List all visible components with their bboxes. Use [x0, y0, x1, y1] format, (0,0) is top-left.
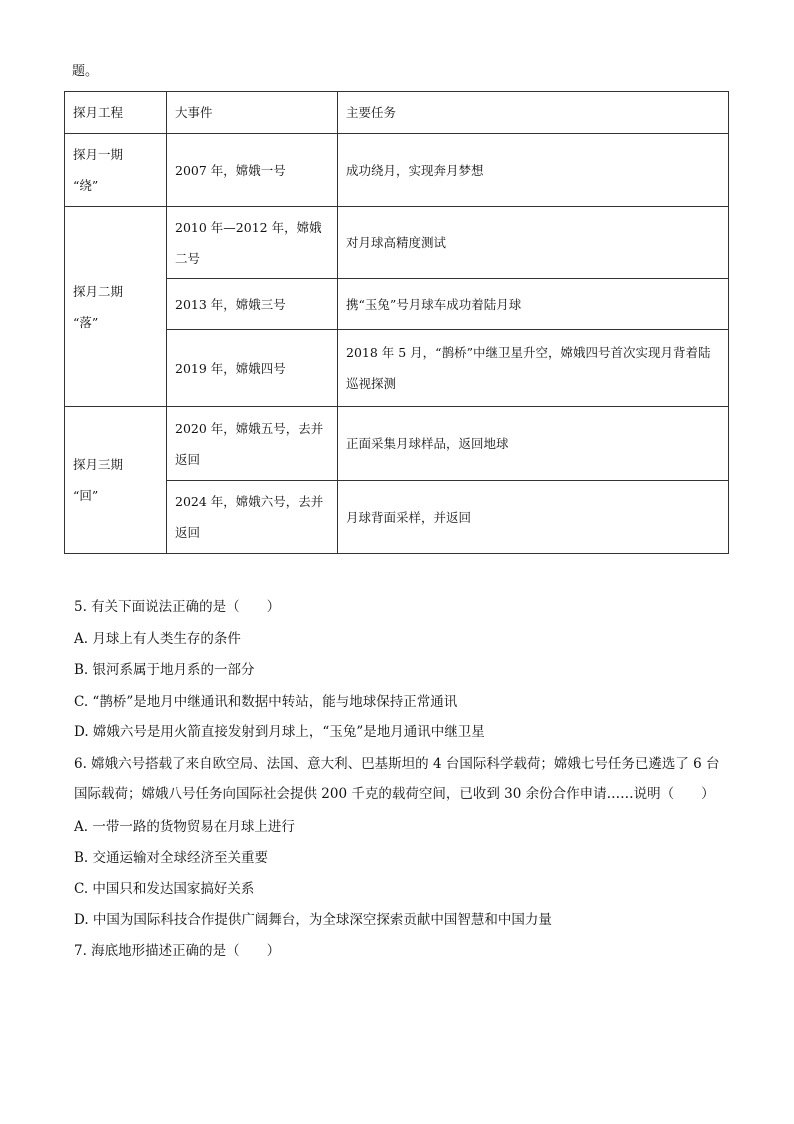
q7-stem: 7. 海底地形描述正确的是（ ） [74, 943, 281, 959]
task-cell: 正面采集月球样品，返回地球 [338, 407, 729, 481]
q5-option-a: A. 月球上有人类生存的条件 [74, 631, 241, 647]
event-cell: 2024 年，嫦娥六号，去并返回 [167, 481, 338, 554]
table-row [65, 207, 729, 279]
phase2-tag: “落” [73, 314, 99, 330]
phase1-name: 探月一期 [73, 147, 124, 162]
table-row [65, 134, 729, 207]
task-cell: 成功绕月，实现奔月梦想 [338, 134, 729, 207]
phase2-cell [65, 207, 167, 407]
task-cell: 携“玉兔”号月球车成功着陆月球 [338, 279, 729, 330]
header-event: 大事件 [167, 92, 338, 134]
event-cell: 2020 年，嫦娥五号，去并返回 [167, 407, 338, 481]
table-row [65, 407, 729, 481]
q6-option-a: A. 一带一路的货物贸易在月球上进行 [74, 819, 295, 835]
q5-option-b: B. 银河系属于地月系的一部分 [74, 662, 255, 678]
task-cell: 2018 年 5 月，“鹊桥”中继卫星升空，嫦娥四号首次实现月背着陆巡视探测 [338, 330, 729, 407]
q6-option-c: C. 中国只和发达国家搞好关系 [74, 881, 255, 897]
q5-option-c: C. “鹊桥”是地月中继通讯和数据中转站，能与地球保持正常通讯 [74, 694, 458, 710]
table-header-row [65, 92, 729, 134]
q5-stem: 5. 有关下面说法正确的是（ ） [74, 599, 281, 615]
event-cell: 2007 年，嫦娥一号 [167, 134, 338, 207]
event-cell: 2013 年，嫦娥三号 [167, 279, 338, 330]
phase3-tag: “回” [73, 488, 99, 503]
lunar-program-table [64, 91, 729, 554]
intro-tail: 题。 [72, 64, 99, 79]
event-cell: 2019 年，嫦娥四号 [167, 330, 338, 407]
event-cell: 2010 年—2012 年，嫦娥二号 [167, 207, 338, 279]
task-cell: 对月球高精度测试 [338, 207, 729, 279]
q6-option-d: D. 中国为国际科技合作提供广阔舞台，为全球深空探索贡献中国智慧和中国力量 [74, 912, 552, 928]
phase1-tag: “绕” [73, 178, 99, 193]
q6-option-b: B. 交通运输对全球经济至关重要 [74, 850, 269, 866]
q6-stem: 6. 嫦娥六号搭载了来自欧空局、法国、意大利、巴基斯坦的 4 台国际科学载荷；嫦娥七号任务已遴选了 6 台国际载荷；嫦娥八号任务向国际社会提供 200 千克的载荷空间，已收到 30 余份合作申请……说明（ ） [74, 756, 720, 802]
q5-option-d: D. 嫦娥六号是用火箭直接发射到月球上，“玉兔”是地月通讯中继卫星 [74, 724, 485, 740]
phase2-name: 探月二期 [73, 283, 124, 299]
task-cell: 月球背面采样，并返回 [338, 481, 729, 554]
header-program: 探月工程 [65, 92, 167, 134]
phase3-name: 探月三期 [73, 457, 124, 472]
header-task: 主要任务 [338, 92, 729, 134]
phase1-cell [65, 134, 167, 207]
phase3-cell [65, 407, 167, 554]
